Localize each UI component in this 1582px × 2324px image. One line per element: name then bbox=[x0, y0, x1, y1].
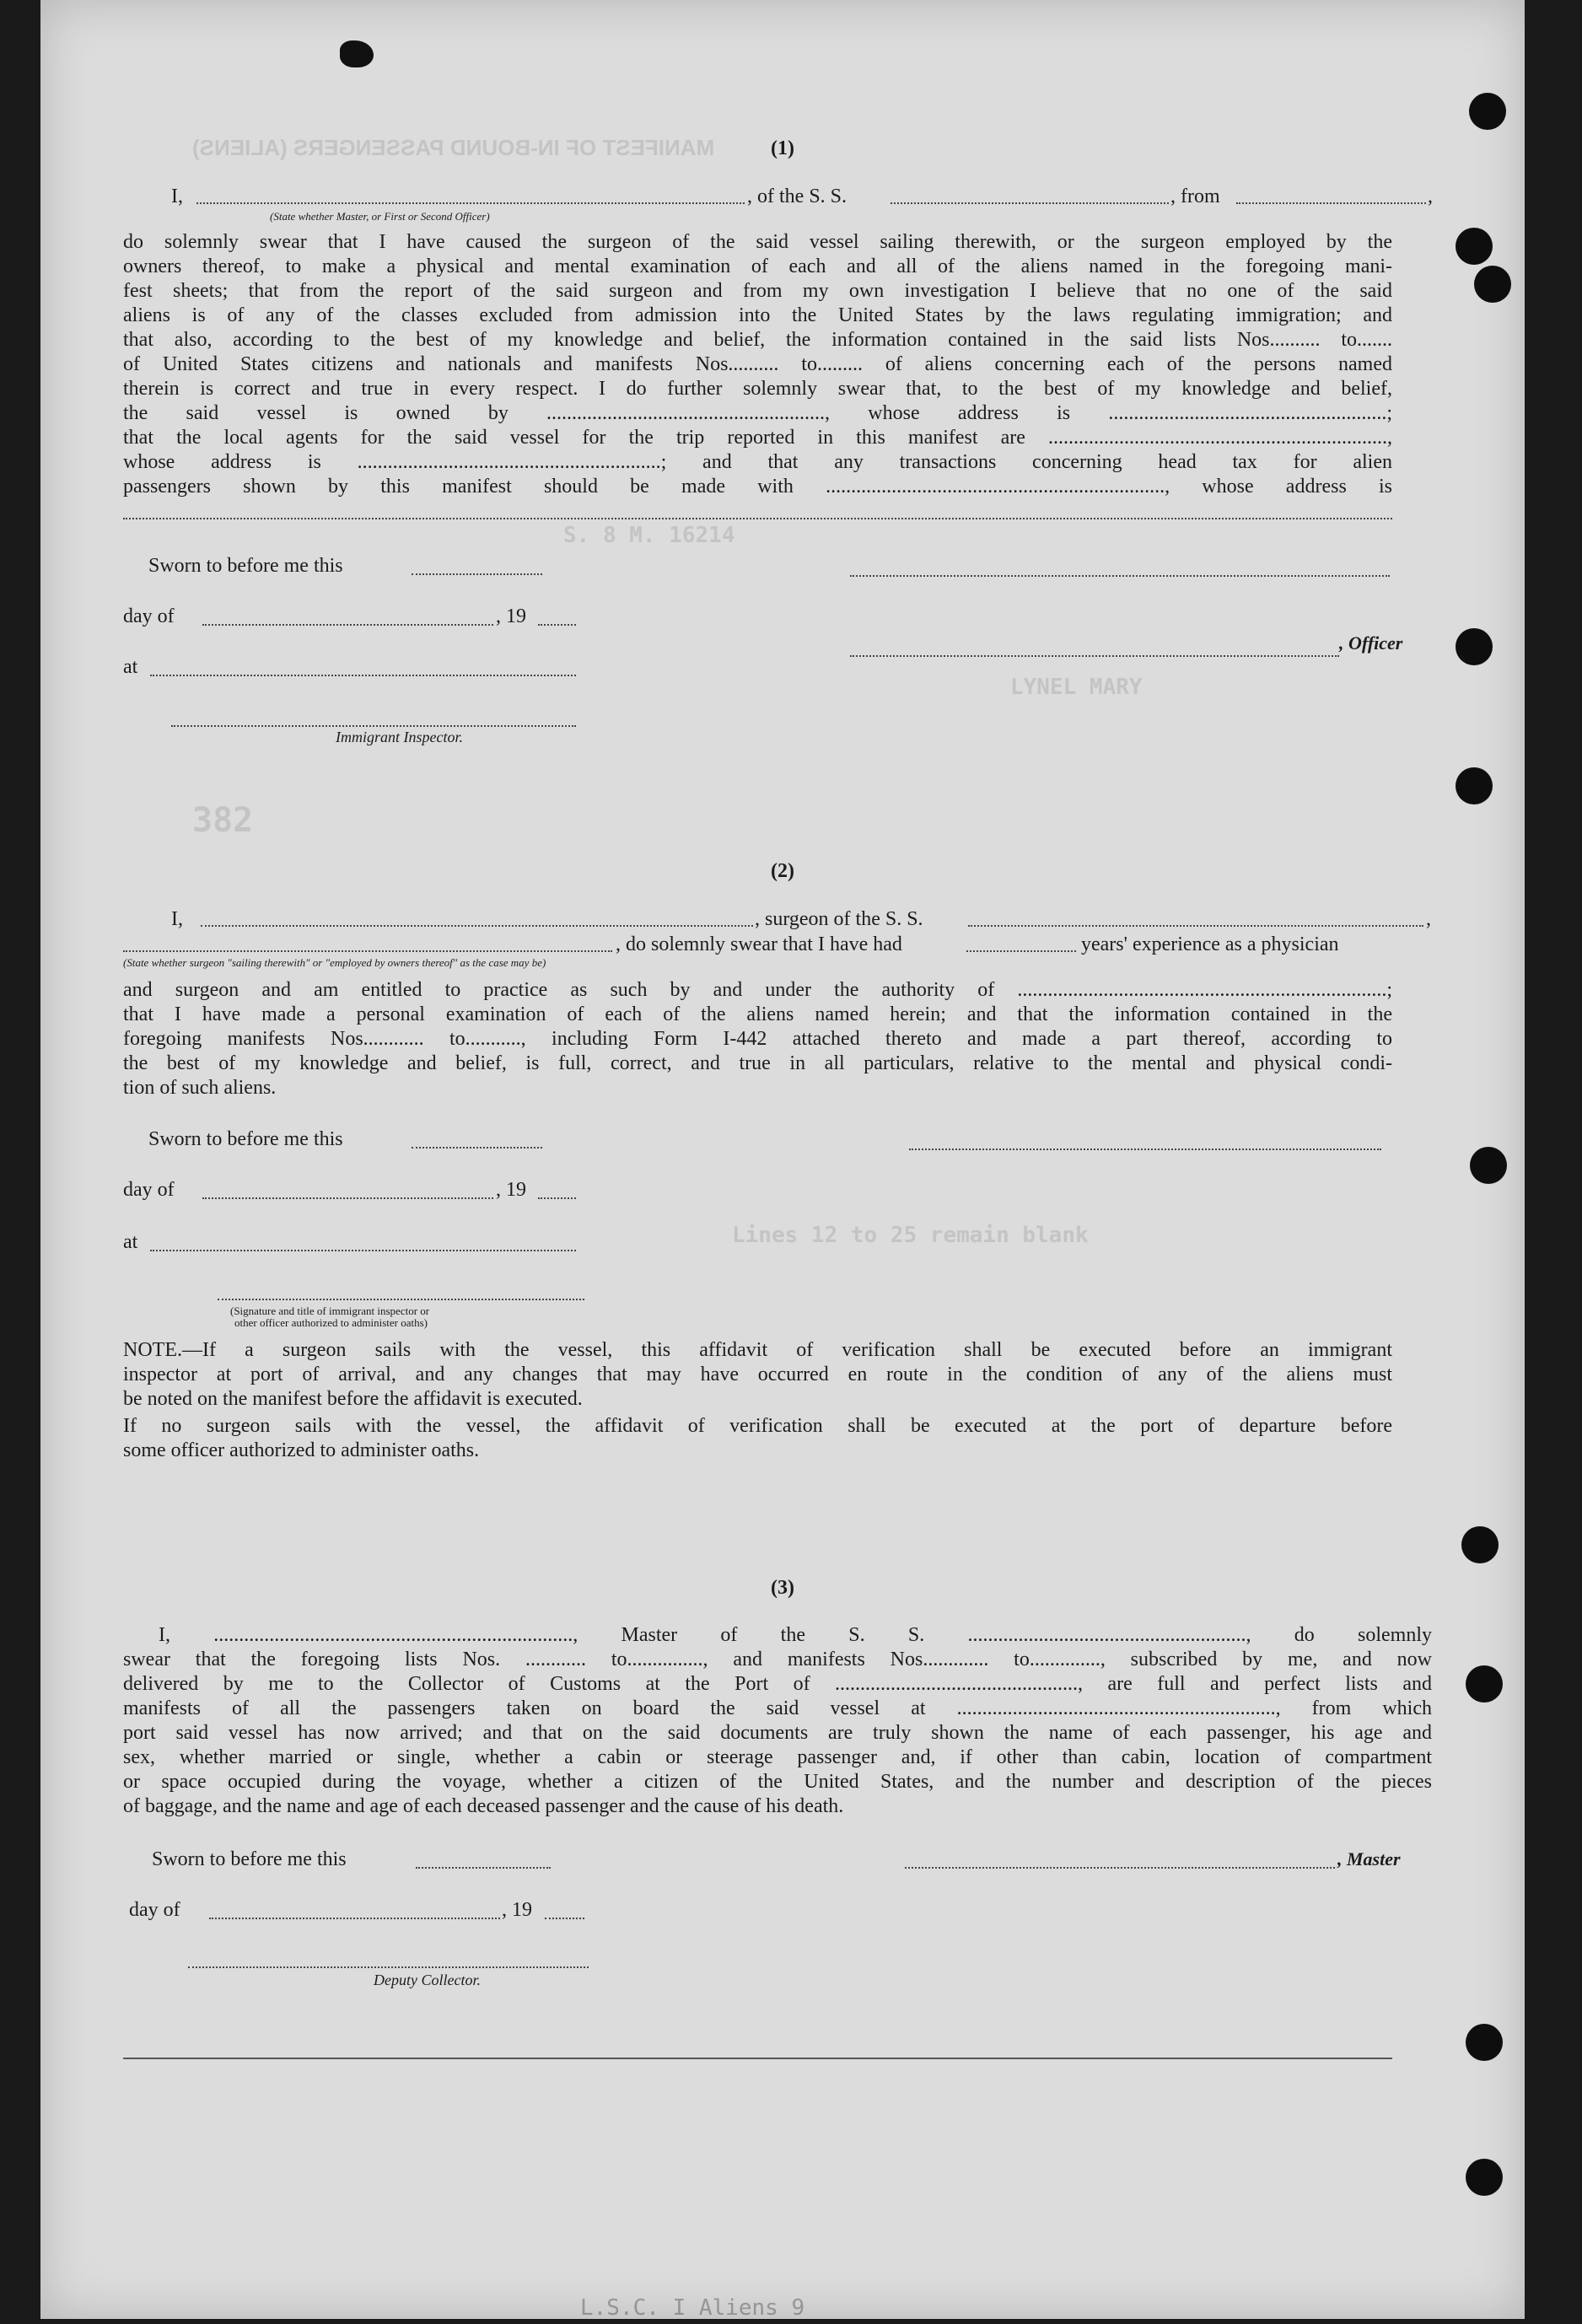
s2-note-line: be noted on the manifest before the affidavit is executed. bbox=[123, 1388, 583, 1410]
binder-hole bbox=[1469, 93, 1506, 130]
binder-hole bbox=[1474, 266, 1511, 303]
s1-inspector-label: Immigrant Inspector. bbox=[336, 729, 463, 745]
s3-master-label: , Master bbox=[1337, 1848, 1401, 1869]
s1-sworn-day-field[interactable] bbox=[412, 572, 542, 575]
s2-signature-label-line2: other officer authorized to administer oaths) bbox=[234, 1316, 428, 1329]
s1-para-line: of United States citizens and nationals and manifests Nos.......... to......... of aliens concerning each of the persons named bbox=[123, 353, 1392, 375]
s1-label-from: , from bbox=[1170, 186, 1220, 207]
s1-day-of-label: day of bbox=[123, 605, 175, 627]
s2-year-label: , 19 bbox=[496, 1179, 526, 1201]
s3-para-line: swear that the foregoing lists Nos. ............ to..............., and manifests Nos............. to.............., subscribed by me, and now bbox=[123, 1649, 1432, 1670]
s1-vessel-name-field[interactable] bbox=[891, 201, 1169, 204]
s1-month-field[interactable] bbox=[202, 622, 493, 626]
s1-label-i: I, bbox=[171, 186, 183, 207]
s2-para-line: foregoing manifests Nos............ to..........., including Form I-442 attached thereto and made a part thereof, according to bbox=[123, 1028, 1392, 1050]
s1-at-label: at bbox=[123, 656, 138, 678]
s2-sworn-day-field[interactable] bbox=[412, 1145, 542, 1149]
binder-hole bbox=[1456, 228, 1493, 265]
s1-officer-hint: (State whether Master, or First or Second Officer) bbox=[270, 210, 490, 223]
s1-para-line: whose address is ............................................................; and that any transactions concerning head tax for alien bbox=[123, 451, 1392, 473]
s2-years-field[interactable] bbox=[966, 949, 1076, 952]
s2-year-field[interactable] bbox=[538, 1196, 576, 1199]
s3-para-line: port said vessel has now arrived; and that on the said documents are truly shown the name of each passenger, his age and bbox=[123, 1722, 1432, 1744]
s2-signature-label-line1: (Signature and title of immigrant inspector or bbox=[230, 1305, 430, 1317]
s3-para-line: I, ......................................................................., Master of the S. S. ......................................................., do solemnly bbox=[159, 1624, 1432, 1646]
bottom-rule bbox=[123, 2058, 1392, 2059]
s2-month-field[interactable] bbox=[202, 1196, 493, 1199]
s3-year-label: , 19 bbox=[502, 1899, 532, 1921]
s2-para-line: that I have made a personal examination of each of the aliens named herein; and that the information contained in the bbox=[123, 1003, 1392, 1025]
s2-label-swear: , do solemnly swear that I have had bbox=[616, 933, 902, 955]
s1-officer-label: , Officer bbox=[1339, 632, 1403, 654]
s1-officer-name-field[interactable] bbox=[196, 201, 745, 204]
s1-inspector-signature-field[interactable] bbox=[171, 724, 576, 727]
s2-note-line: NOTE.—If a surgeon sails with the vessel, this affidavit of verification shall be executed before an immigrant bbox=[123, 1339, 1392, 1361]
s3-para-line: delivered by me to the Collector of Customs at the Port of ................................................, are full and perfect lists and bbox=[123, 1673, 1432, 1695]
s1-para-line: fest sheets; that from the report of the said surgeon and from my own investigation I believe that no one of the said bbox=[123, 280, 1392, 302]
s1-address-field[interactable] bbox=[123, 516, 1392, 519]
s2-note2-line: some officer authorized to administer oaths. bbox=[123, 1439, 480, 1461]
s1-year-field[interactable] bbox=[538, 622, 576, 626]
binder-hole bbox=[1470, 1147, 1507, 1184]
s3-para-line: of baggage, and the name and age of each deceased passenger and the cause of his death. bbox=[123, 1795, 844, 1817]
s1-officer-signature-field[interactable] bbox=[850, 573, 1390, 577]
s3-month-field[interactable] bbox=[209, 1916, 500, 1919]
s2-note2-line: If no surgeon sails with the vessel, the affidavit of verification shall be executed at the port of departure before bbox=[123, 1415, 1392, 1437]
bleed-through-heading: MANIFEST OF IN-BOUND PASSENGERS (ALIENS) bbox=[192, 135, 715, 160]
s2-label-years: years' experience as a physician bbox=[1081, 933, 1339, 955]
bleed-through-number: 382 bbox=[192, 801, 254, 840]
s1-para-line: do solemnly swear that I have caused the surgeon of the said vessel sailing therewith, or the surgeon employed by the bbox=[123, 231, 1392, 253]
s3-para-line: manifests of all the passengers taken on board the said vessel at ..............................................................., from which bbox=[123, 1697, 1432, 1719]
manifest-affidavit-page bbox=[40, 0, 1525, 2319]
s2-at-label: at bbox=[123, 1231, 138, 1253]
s1-para-line: passengers shown by this manifest should be made with ..................................................................., whose address is bbox=[123, 476, 1392, 498]
binder-hole bbox=[1456, 628, 1493, 665]
ink-smudge bbox=[340, 40, 374, 67]
section-3-number: (3) bbox=[771, 1577, 794, 1599]
section-1-number: (1) bbox=[771, 137, 794, 159]
s1-at-place-field[interactable] bbox=[150, 673, 576, 676]
s2-surgeon-status-field[interactable] bbox=[123, 949, 612, 952]
s2-para-line: and surgeon and am entitled to practice as such by and under the authority of .........................................................................; bbox=[123, 979, 1392, 1001]
s1-para-line: therein is correct and true in every respect. I do further solemnly swear that, to the best of my knowledge and belief, bbox=[123, 378, 1392, 400]
s1-para-line: the said vessel is owned by ......................................................., whose address is .......................................................; bbox=[123, 402, 1392, 424]
s2-sworn-label: Sworn to before me this bbox=[148, 1128, 343, 1150]
binder-hole bbox=[1466, 2024, 1503, 2061]
s1-line1-comma: , bbox=[1428, 186, 1433, 207]
s2-surgeon-name-field[interactable] bbox=[201, 923, 753, 927]
binder-hole bbox=[1456, 767, 1493, 804]
binder-hole bbox=[1461, 1526, 1499, 1563]
s3-para-line: or space occupied during the voyage, whether a citizen of the United States, and the number and description of the pieces bbox=[123, 1771, 1432, 1793]
bleed-through-text: S. 8 M. 16214 bbox=[563, 523, 735, 548]
s1-label-vessel: , of the S. S. bbox=[747, 186, 848, 207]
s2-note-line: inspector at port of arrival, and any changes that may have occurred en route in the condition of any of the aliens must bbox=[123, 1364, 1392, 1385]
s2-surgeon-signature-field[interactable] bbox=[909, 1147, 1381, 1150]
s1-from-port-field[interactable] bbox=[1236, 201, 1426, 204]
s3-collector-signature-field[interactable] bbox=[188, 1965, 589, 1968]
s1-year-label: , 19 bbox=[496, 605, 526, 627]
s3-sworn-day-field[interactable] bbox=[416, 1865, 551, 1869]
s2-line1-comma: , bbox=[1426, 908, 1431, 930]
binder-hole bbox=[1466, 1665, 1503, 1703]
s1-officer-title-field[interactable] bbox=[850, 654, 1339, 657]
s1-para-line: that the local agents for the said vessel for the trip reported in this manifest are ..................................................................., bbox=[123, 427, 1392, 449]
section-2-number: (2) bbox=[771, 860, 794, 882]
s1-sworn-label: Sworn to before me this bbox=[148, 555, 343, 577]
s2-surgeon-hint: (State whether surgeon "sailing therewith" or "employed by owners thereof" as the case may be) bbox=[123, 956, 546, 969]
s3-day-of-label: day of bbox=[129, 1899, 180, 1921]
s3-master-signature-field[interactable] bbox=[905, 1865, 1335, 1869]
s3-year-field[interactable] bbox=[545, 1916, 584, 1919]
bleed-through-footer: L.S.C. I Aliens 9 bbox=[580, 2295, 805, 2321]
s3-para-line: sex, whether married or single, whether a cabin or steerage passenger and, if other than cabin, location of compartment bbox=[123, 1746, 1432, 1768]
s2-label-i: I, bbox=[171, 908, 183, 930]
s2-vessel-name-field[interactable] bbox=[968, 923, 1423, 927]
s2-para-line: tion of such aliens. bbox=[123, 1077, 277, 1099]
bleed-through-text: Lines 12 to 25 remain blank bbox=[732, 1223, 1089, 1248]
binder-hole bbox=[1466, 2159, 1503, 2196]
s3-deputy-label: Deputy Collector. bbox=[374, 1972, 481, 1988]
s2-at-place-field[interactable] bbox=[150, 1248, 576, 1251]
bleed-through-text: LYNEL MARY bbox=[1010, 675, 1143, 700]
s1-para-line: that also, according to the best of my knowledge and belief, the information contained in the said lists Nos.......... to....... bbox=[123, 329, 1392, 351]
s2-para-line: the best of my knowledge and belief, is full, correct, and true in all particulars, relative to the mental and physical condi- bbox=[123, 1052, 1392, 1074]
s2-inspector-signature-field[interactable] bbox=[218, 1297, 584, 1300]
s1-para-line: aliens is of any of the classes excluded from admission into the United States by the laws regulating immigration; and bbox=[123, 304, 1392, 326]
s3-sworn-label: Sworn to before me this bbox=[152, 1848, 347, 1870]
s2-label-surgeon-vessel: , surgeon of the S. S. bbox=[755, 908, 923, 930]
s2-day-of-label: day of bbox=[123, 1179, 175, 1201]
s1-para-line: owners thereof, to make a physical and mental examination of each and all of the aliens named in the foregoing mani- bbox=[123, 256, 1392, 277]
